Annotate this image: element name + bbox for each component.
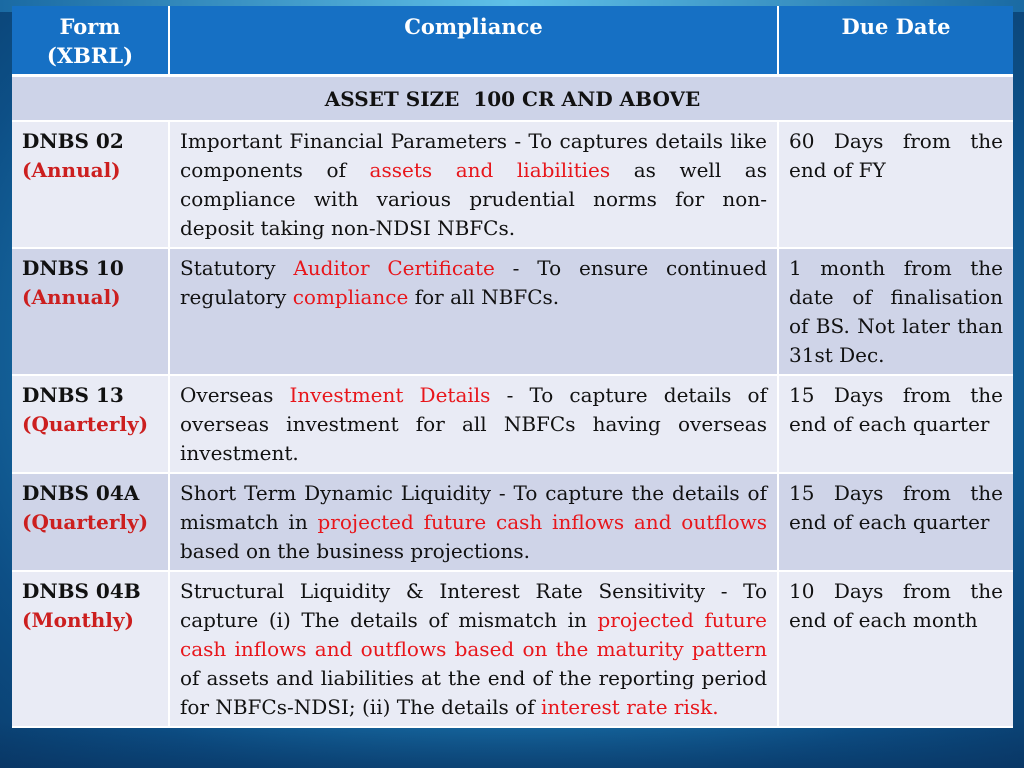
form-cell: DNBS 02 (Annual) (12, 121, 169, 248)
table-row (12, 121, 1013, 248)
compliance-cell: Statutory Auditor Certificate - To ensure continued regulatory compliance for all NBFCs. (169, 248, 778, 375)
table-row (12, 375, 1013, 473)
due-date-cell: 15 Days from the end of each quarter (778, 473, 1013, 571)
compliance-cell: Overseas Investment Details - To capture details of overseas investment for all NBFCs having overseas investment. (169, 375, 778, 473)
compliance-table (12, 6, 1013, 728)
header-compliance: Compliance (169, 6, 778, 76)
due-date-cell: 60 Days from the end of FY (778, 121, 1013, 248)
due-date-cell: 10 Days from the end of each month (778, 571, 1013, 727)
asset-size-band (12, 76, 1013, 122)
compliance-cell: Short Term Dynamic Liquidity - To capture the details of mismatch in projected future cash inflows and outflows based on the business projections. (169, 473, 778, 571)
due-date-cell: 1 month from the date of finalisation of BS. Not later than 31st Dec. (778, 248, 1013, 375)
table-row (12, 571, 1013, 727)
table-row (12, 248, 1013, 375)
header-due-date: Due Date (778, 6, 1013, 76)
form-cell: DNBS 10 (Annual) (12, 248, 169, 375)
bottom-decoration (0, 722, 1024, 768)
header-row (12, 6, 1013, 76)
table-row (12, 473, 1013, 571)
compliance-cell: Important Financial Parameters - To captures details like components of assets and liabilities as well as compliance with various prudential norms for non-deposit taking non-NDSI NBFCs. (169, 121, 778, 248)
form-cell: DNBS 04A (Quarterly) (12, 473, 169, 571)
header-form: Form (XBRL) (12, 6, 169, 76)
due-date-cell: 15 Days from the end of each quarter (778, 375, 1013, 473)
form-cell: DNBS 13 (Quarterly) (12, 375, 169, 473)
form-cell: DNBS 04B (Monthly) (12, 571, 169, 727)
asset-size-label: ASSET SIZE 100 CR AND ABOVE (12, 76, 1013, 122)
compliance-cell: Structural Liquidity & Interest Rate Sensitivity - To capture (i) The details of mismatch in projected future cash inflows and outflows based on the maturity pattern of assets and liabilities at the end of the reporting period for NBFCs-NDSI; (ii) The details of interest rate risk. (169, 571, 778, 727)
